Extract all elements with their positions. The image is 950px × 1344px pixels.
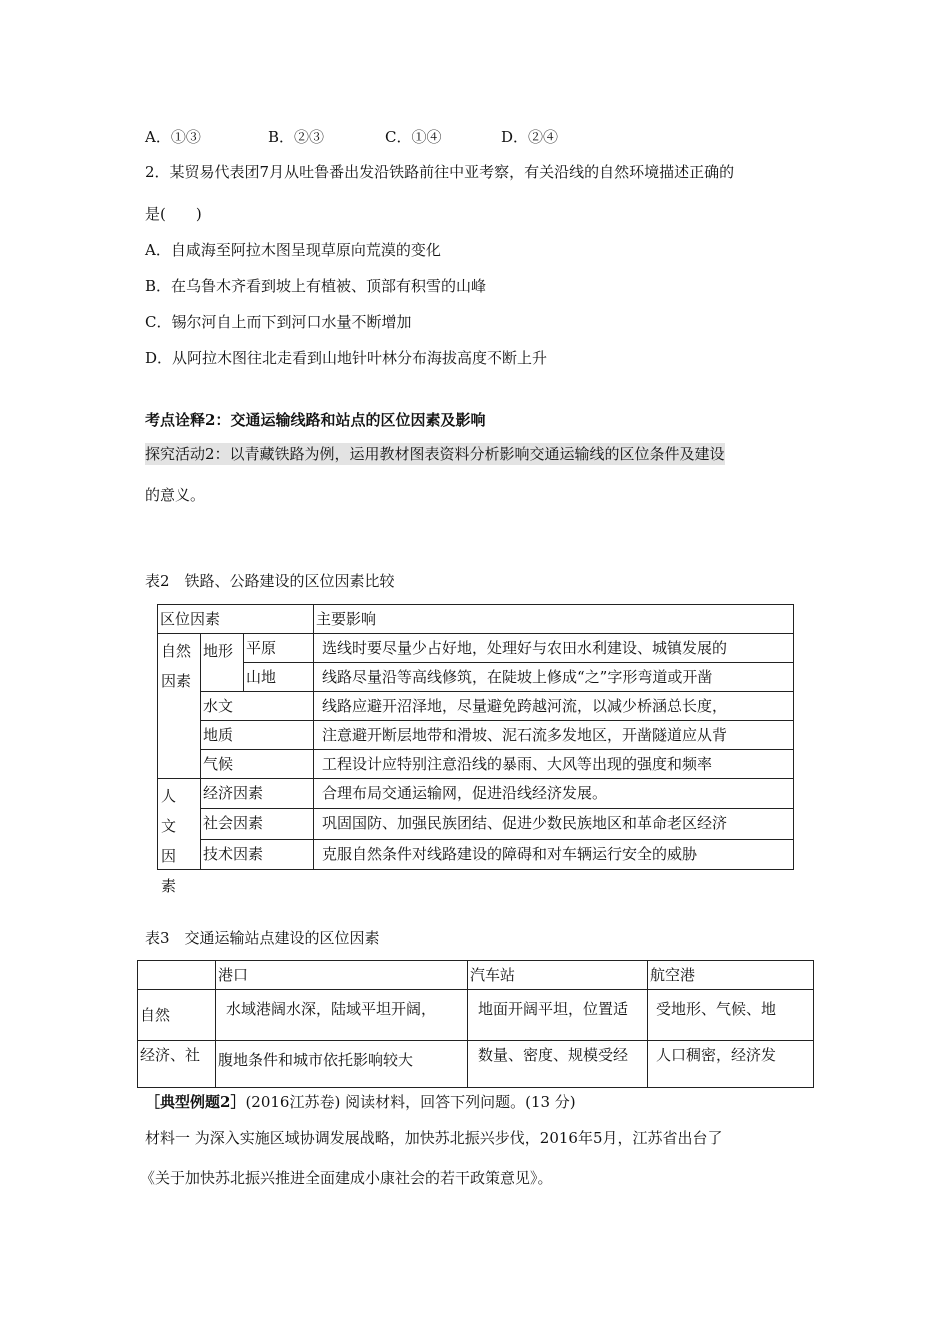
economic-impact: 合理布局交通运输网，促进沿线经济发展。	[314, 779, 794, 809]
q1-option-c: C．①④	[385, 128, 442, 146]
climate-impact: 工程设计应特别注意沿线的暴雨、大风等出现的强度和频率	[314, 750, 794, 779]
t3-header-bus-station: 汽车站	[468, 961, 648, 990]
table-row	[138, 1041, 814, 1088]
mountain-label: 山地	[244, 663, 314, 692]
t3-natural-airport: 受地形、气候、地	[648, 990, 814, 1041]
q2-option-d: D．从阿拉木图往北走看到山地针叶林分布海拔高度不断上升	[145, 349, 548, 367]
q1-option-d: D．②④	[501, 128, 559, 146]
economic-label: 经济因素	[201, 779, 314, 809]
t3-econ-airport: 人口稠密，经济发	[648, 1041, 814, 1088]
location-factors-table	[157, 604, 794, 895]
table2-caption: 表2 铁路、公路建设的区位因素比较	[145, 572, 395, 590]
q2-option-b: B．在乌鲁木齐看到坡上有植被、顶部有积雪的山峰	[145, 277, 487, 295]
table-row	[158, 605, 794, 634]
natural-factor-label: 自然因素	[158, 634, 201, 779]
section-heading: 考点诠释2：交通运输线路和站点的区位因素及影响	[145, 411, 486, 429]
table-row	[158, 839, 794, 869]
table-row	[138, 961, 814, 990]
t3-econ-bus: 数量、密度、规模受经	[468, 1041, 648, 1088]
terrain-label: 地形	[201, 634, 244, 692]
geology-label: 地质	[201, 721, 314, 750]
table3-caption: 表3 交通运输站点建设的区位因素	[145, 929, 380, 947]
social-impact: 巩固国防、加强民族团结、促进少数民族地区和革命老区经济	[314, 809, 794, 839]
table-row	[158, 692, 794, 721]
header-impact: 主要影响	[314, 605, 794, 634]
plain-impact: 选线时要尽量少占好地，处理好与农田水利建设、城镇发展的	[314, 634, 794, 663]
material1-line2: 《关于加快苏北振兴推进全面建成小康社会的若干政策意见》。	[140, 1169, 553, 1187]
q1-option-a: A．①③	[145, 128, 201, 146]
table-row	[158, 721, 794, 750]
table-row	[158, 634, 794, 663]
material1-line1: 材料一 为深入实施区域协调发展战略，加快苏北振兴步伐，2016年5月，江苏省出台了	[145, 1129, 723, 1147]
q2-stem-line2: 是( )	[145, 205, 202, 223]
activity-line2: 的意义。	[145, 486, 206, 504]
t3-natural-bus: 地面开阔平坦，位置适	[468, 990, 648, 1041]
technical-label: 技术因素	[201, 839, 314, 869]
q2-stem-line1: 2．某贸易代表团7月从吐鲁番出发沿铁路前往中亚考察，有关沿线的自然环境描述正确的	[145, 163, 735, 181]
t3-natural-label: 自然	[138, 990, 216, 1041]
mountain-impact: 线路尽量沿等高线修筑，在陡坡上修成“之”字形弯道或开凿	[314, 663, 794, 692]
technical-impact: 克服自然条件对线路建设的障碍和对车辆运行安全的威胁	[314, 839, 794, 869]
station-factors-table	[137, 960, 814, 1088]
geology-impact: 注意避开断层地带和滑坡、泥石流多发地区，开凿隧道应从背	[314, 721, 794, 750]
hydrology-impact: 线路应避开沼泽地，尽量避免跨越河流，以减少桥涵总长度，	[314, 692, 794, 721]
t3-natural-port: 水域港阔水深，陆域平坦开阔，	[216, 990, 468, 1041]
example2-heading	[145, 1092, 576, 1112]
t3-header-airport: 航空港	[648, 961, 814, 990]
activity-line1: 探究活动2：以青藏铁路为例，运用教材图表资料分析影响交通运输线的区位条件及建设	[145, 445, 725, 463]
table-row	[158, 750, 794, 779]
table-row	[158, 663, 794, 692]
table-row	[158, 809, 794, 839]
q1-options	[145, 127, 558, 147]
q2-option-c: C．锡尔河自上而下到河口水量不断增加	[145, 313, 412, 331]
table-row	[158, 779, 794, 809]
q2-option-a: A．自咸海至阿拉木图呈现草原向荒漠的变化	[145, 241, 441, 259]
plain-label: 平原	[244, 634, 314, 663]
t3-header-blank	[138, 961, 216, 990]
t3-econ-port: 腹地条件和城市依托影响较大	[216, 1041, 468, 1088]
example2-source: (2016江苏卷) 阅读材料，回答下列问题。(13 分)	[245, 1093, 576, 1111]
hydrology-label: 水文	[201, 692, 314, 721]
header-factor: 区位因素	[158, 605, 314, 634]
table-row	[138, 990, 814, 1041]
t3-econ-label: 经济、社	[138, 1041, 216, 1088]
example2-label: ［典型例题2］	[145, 1093, 246, 1111]
q1-option-b: B．②③	[268, 128, 325, 146]
social-label: 社会因素	[201, 809, 314, 839]
t3-header-port: 港口	[216, 961, 468, 990]
human-factor-label: 人文因素	[158, 779, 201, 870]
climate-label: 气候	[201, 750, 314, 779]
